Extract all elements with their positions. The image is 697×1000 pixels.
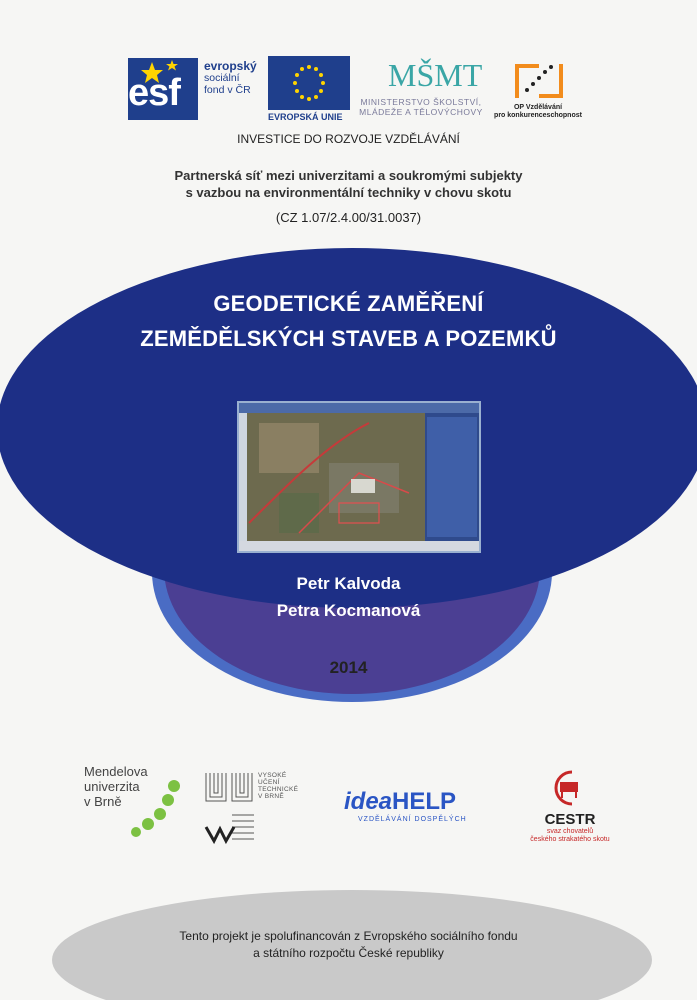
esf-text [204, 60, 257, 96]
vut-line1: VYSOKÉ [258, 772, 287, 779]
eu-label: EVROPSKÁ UNIE [268, 112, 343, 122]
op-line2: pro konkurenceschopnost [494, 112, 582, 119]
cestr-sub2: českého strakatého skotu [530, 836, 610, 843]
mendel-line1: Mendelova [84, 764, 148, 779]
eu-flag-icon [268, 56, 350, 110]
mendel-line3: v Brně [84, 794, 122, 809]
investice-text: INVESTICE DO ROZVOJE VZDĚLÁVÁNÍ [237, 132, 460, 146]
cestr-logo [520, 768, 620, 848]
document-title [0, 286, 697, 356]
vut-line4: V BRNĚ [258, 793, 285, 800]
cestr-sub1: svaz chovatelů [546, 828, 594, 835]
esf-line2: sociální [204, 72, 240, 84]
author-2: Petra Kocmanová [276, 601, 421, 620]
op-line1: OP Vzdělávání [513, 104, 563, 111]
footer-line1: Tento projekt je spolufinancován z Evropského sociálního fondu [179, 929, 518, 943]
esf-line1: evropský [204, 59, 257, 73]
title-line1: GEODETICKÉ ZAMĚŘENÍ [213, 291, 484, 316]
partner-text [0, 167, 697, 201]
ideahelp-wordmark [344, 790, 504, 814]
cestr-name: CESTR [544, 811, 596, 828]
idea-sub: VZDĚLÁVÁNÍ DOSPĚLÝCH [358, 816, 467, 823]
msmt-line1: MINISTERSTVO ŠKOLSTVÍ, [360, 97, 482, 107]
msmt-label [354, 97, 488, 117]
msmt-line2: MLÁDEŽE A TĚLOVÝCHOVY [359, 107, 483, 117]
footer-text [0, 928, 697, 962]
help-word: HELP [392, 788, 457, 815]
partner-line1: Partnerská síť mezi univerzitami a soukromými subjekty [174, 168, 523, 183]
idea-word: idea [344, 788, 393, 815]
authors [0, 570, 697, 624]
mendel-line2: univerzita [84, 779, 140, 794]
cestr-sub [520, 828, 620, 844]
author-1: Petr Kalvoda [296, 574, 401, 593]
ideahelp-logo [344, 790, 504, 830]
gis-screenshot-image [237, 401, 481, 553]
title-line2: ZEMĚDĚLSKÝCH STAVEB A POZEMKŮ [140, 326, 557, 351]
msmt-logo [384, 52, 483, 94]
vut-text [258, 772, 298, 800]
op-logo [511, 60, 567, 102]
vut-line2: UČENÍ [258, 779, 280, 786]
year: 2014 [329, 658, 368, 677]
vut-line3: TECHNICKÉ [258, 786, 299, 793]
partner-line2: s vazbou na environmentální techniky v chovu skotu [185, 185, 512, 200]
footer-line2: a státního rozpočtu České republiky [253, 946, 444, 960]
cestr-cow-logo [520, 768, 620, 808]
op-label [488, 104, 588, 120]
esf-line3: fond v ČR [204, 84, 251, 96]
project-code: (CZ 1.07/2.4.00/31.0037) [275, 210, 422, 225]
esf-letters: esf [128, 72, 180, 114]
msmt-mark: MŠMT [388, 57, 483, 93]
mendel-dots-logo [130, 778, 186, 838]
